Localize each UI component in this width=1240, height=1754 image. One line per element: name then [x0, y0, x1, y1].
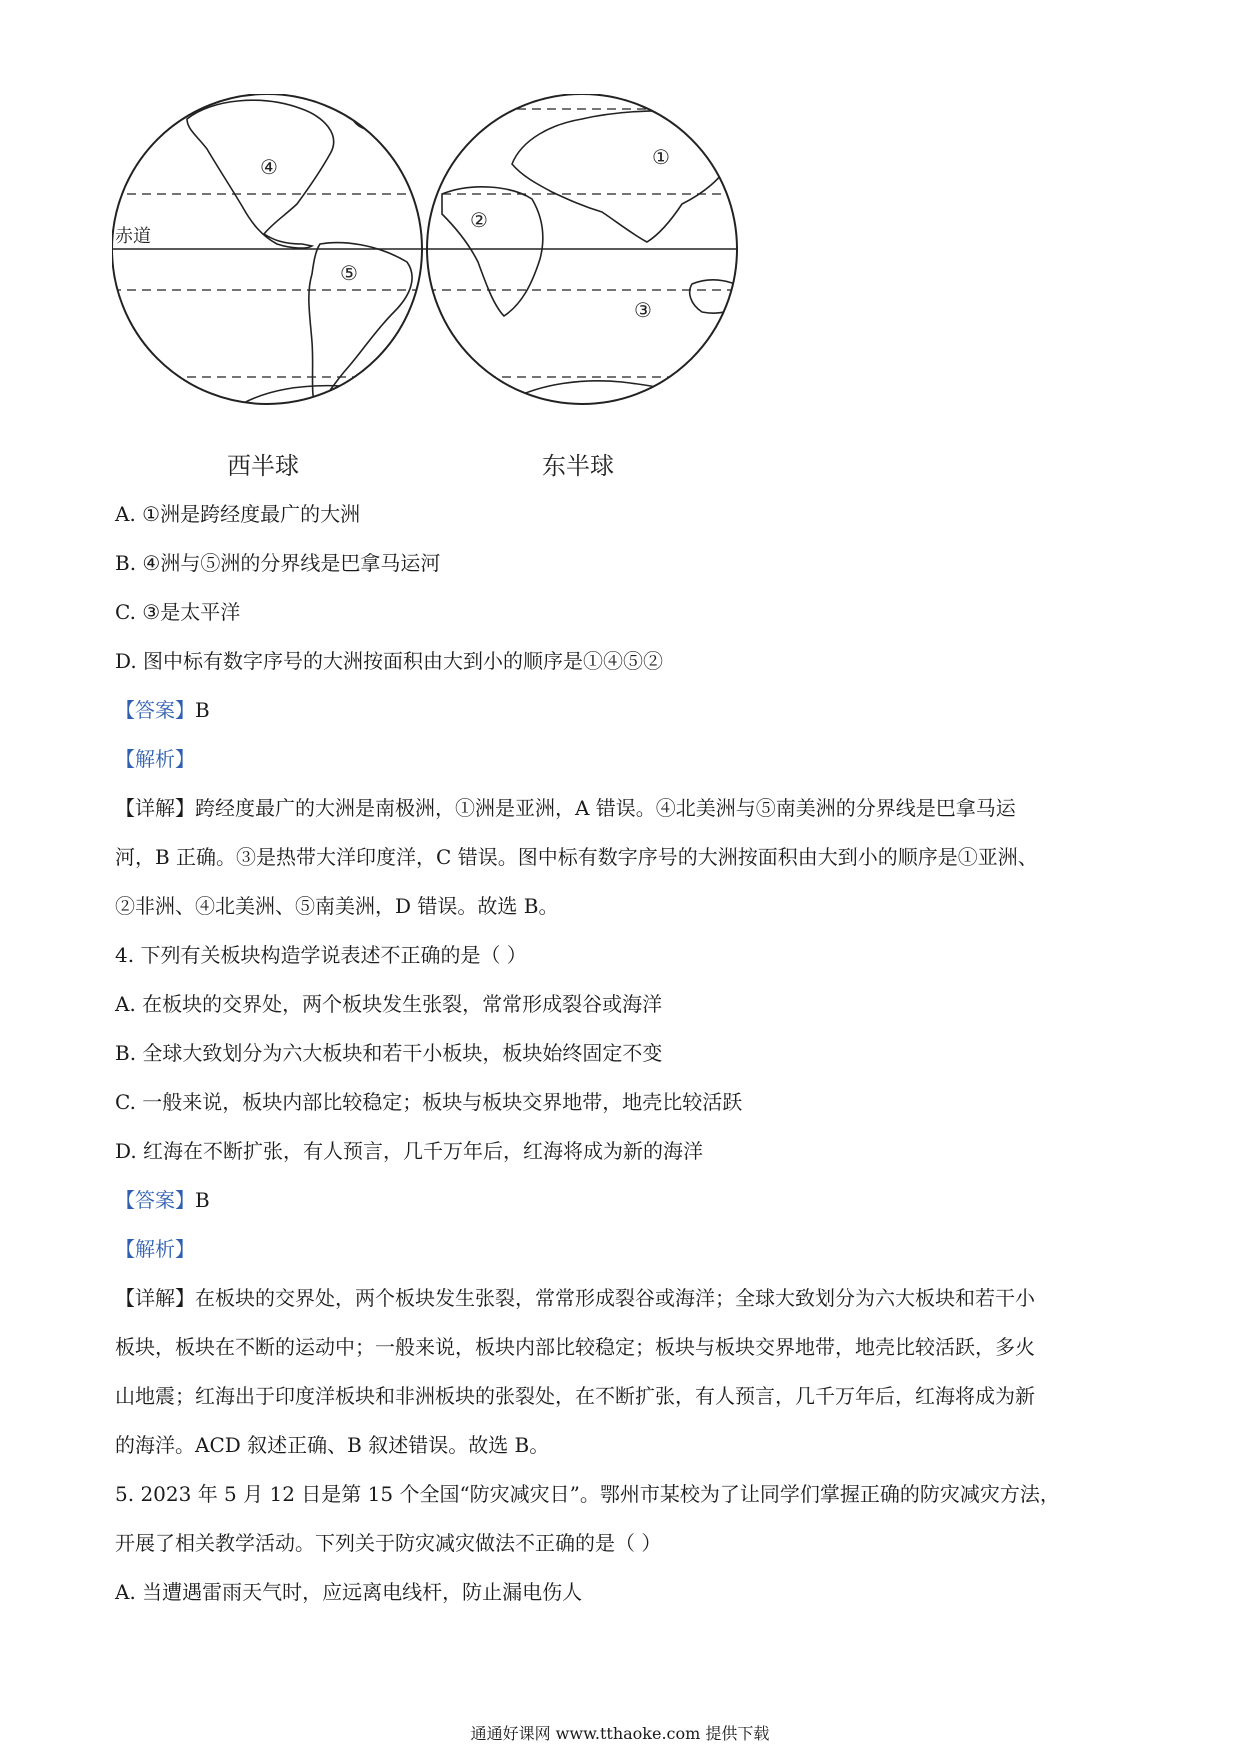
q4-option-b: B. 全球大致划分为六大板块和若干小板块，板块始终固定不变: [115, 1041, 663, 1065]
hemisphere-map: [112, 94, 812, 494]
marker-3: ③: [634, 298, 652, 322]
q4-analysis: [115, 1237, 195, 1261]
q4-option-a: A. 在板块的交界处，两个板块发生张裂，常常形成裂谷或海洋: [115, 992, 663, 1016]
q3-detail-line-2: 河，B 正确。③是热带大洋印度洋，C 错误。图中标有数字序号的大洲按面积由大到小的顺序是①亚洲、: [115, 845, 1038, 869]
q4-detail-line-3: 山地震；红海出于印度洋板块和非洲板块的张裂处，在不断扩张，有人预言，几千万年后，红海将成为新: [115, 1384, 1035, 1408]
q4-option-d: D. 红海在不断扩张，有人预言，几千万年后，红海将成为新的海洋: [115, 1139, 704, 1163]
marker-2: ②: [470, 208, 488, 232]
australia-outline: [690, 280, 747, 313]
q3-option-c: C. ③是太平洋: [115, 600, 241, 624]
q4-detail-line-1: [115, 1286, 1035, 1310]
q3-detail-line-1: [115, 796, 1016, 820]
detail-text: 在板块的交界处，两个板块发生张裂，常常形成裂谷或海洋；全球大致划分为六大板块和若干小: [195, 1286, 1035, 1310]
detail-text: 跨经度最广的大洲是南极洲，①洲是亚洲，A 错误。④北美洲与⑤南美洲的分界线是巴拿马运: [195, 796, 1016, 820]
greenland-outline: [352, 101, 383, 129]
eurasia-outline: [512, 111, 735, 242]
analysis-tag: 【解析】: [115, 1237, 195, 1261]
africa-outline: [442, 187, 543, 316]
q5-stem-line-1: 5. 2023 年 5 月 12 日是第 15 个全国“防灾减灾日”。鄂州市某校为了让同学们掌握正确的防灾减灾方法，: [115, 1482, 1060, 1506]
western-hemisphere: [112, 94, 422, 410]
equator-label: 赤道: [115, 226, 151, 247]
answer-value: B: [195, 1188, 210, 1212]
q5-stem-line-2: 开展了相关教学活动。下列关于防灾减灾做法不正确的是（ ）: [115, 1531, 662, 1555]
detail-tag: 【详解】: [115, 796, 195, 820]
east-caption: 东半球: [542, 452, 614, 480]
marker-4: ④: [260, 155, 278, 179]
analysis-tag: 【解析】: [115, 747, 195, 771]
answer-tag: 【答案】: [115, 698, 195, 722]
q3-option-d: D. 图中标有数字序号的大洲按面积由大到小的顺序是①④⑤②: [115, 649, 664, 673]
q4-answer: [115, 1188, 210, 1212]
page-footer: 通通好课网 www.tthaoke.com 提供下载: [470, 1724, 770, 1743]
q4-stem: 4. 下列有关板块构造学说表述不正确的是（ ）: [115, 943, 527, 967]
q3-answer: [115, 698, 210, 722]
q3-option-a: A. ①洲是跨经度最广的大洲: [115, 502, 361, 526]
q4-detail-line-2: 板块，板块在不断的运动中；一般来说，板块内部比较稳定；板块与板块交界地带，地壳比较活跃，多火: [115, 1335, 1035, 1359]
q5-option-a: A. 当遭遇雷雨天气时，应远离电线杆，防止漏电伤人: [115, 1580, 583, 1604]
q3-option-b: B. ④洲与⑤洲的分界线是巴拿马运河: [115, 551, 441, 575]
q3-analysis: [115, 747, 195, 771]
marker-1: ①: [652, 145, 670, 169]
west-caption: 西半球: [227, 452, 299, 480]
q3-detail-line-3: ②非洲、④北美洲、⑤南美洲，D 错误。故选 B。: [115, 894, 559, 918]
marker-5: ⑤: [340, 261, 358, 285]
answer-tag: 【答案】: [115, 1188, 195, 1212]
antarctica-west-outline: [242, 386, 412, 404]
detail-tag: 【详解】: [115, 1286, 195, 1310]
answer-value: B: [195, 698, 210, 722]
q4-detail-line-4: 的海洋。ACD 叙述正确、B 叙述错误。故选 B。: [115, 1433, 550, 1457]
q4-option-c: C. 一般来说，板块内部比较稳定；板块与板块交界地带，地壳比较活跃: [115, 1090, 743, 1114]
